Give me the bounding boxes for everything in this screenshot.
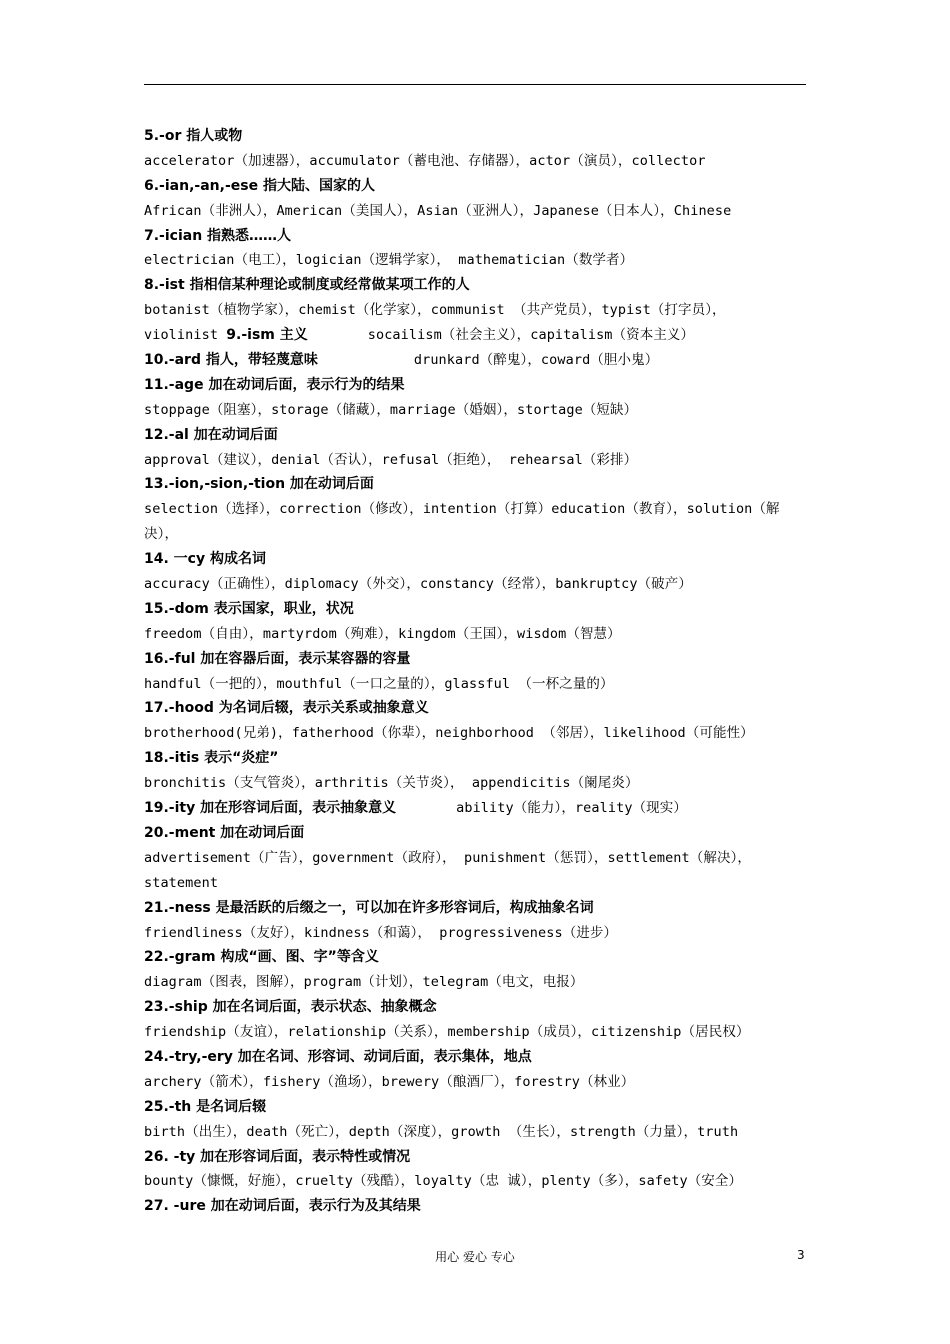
page-number: 3 (797, 1248, 805, 1262)
examples-gram: diagram（图表，图解），program（计划），telegram（电文，电报） (144, 974, 584, 991)
document-body (144, 124, 812, 1219)
heading-dom: 15.-dom 表示国家，职业，状况 (144, 600, 354, 617)
line-ard (144, 348, 812, 373)
examples-ion: selection（选择），correction（修改），intention（打算）education（教育），solution（解 (144, 501, 780, 518)
examples-ment: advertisement（广告），government（政府）， punishment（惩罚），settlement（解决）， (144, 849, 752, 866)
examples-hood: brotherhood(兄弟)，fatherhood（你辈），neighborhood （邻居），likelihood（可能性） (144, 725, 754, 742)
examples-al: approval（建议），denial（否认），refusal（拒绝）， rehearsal（彩排） (144, 451, 638, 468)
examples-ness: friendliness（友好），kindness（和蔼）， progressiveness（进步） (144, 924, 618, 941)
heading-ian: 6.-ian,-an,-ese 指大陆、国家的人 (144, 177, 375, 194)
examples-th: birth（出生），death（死亡），depth（深度），growth （生长），strength（力量），truth (144, 1123, 739, 1140)
examples-dom: freedom（自由），martyrdom（殉难），kingdom（王国），wisdom（智慧） (144, 625, 621, 642)
heading-or: 5.-or 指人或物 (144, 128, 243, 144)
heading-cy: 14. 一cy 构成名词 (144, 551, 266, 568)
examples-or: accelerator（加速器），accumulator（蓄电池、存储器），actor（演员），collector (144, 152, 706, 169)
heading-ness: 21.-ness 是最活跃的后缀之一，可以加在许多形容词后，构成抽象名词 (144, 899, 594, 916)
examples-ician: electrician（电工），logician（逻辑学家）， mathematician（数学者） (144, 252, 634, 269)
examples-ship: friendship（友谊），relationship（关系），membership（成员），citizenship（居民权） (144, 1024, 750, 1041)
examples-ism: socailism（社会主义），capitalism（资本主义） (367, 327, 695, 344)
examples-ion-cont: 决）， (144, 526, 179, 543)
heading-ship: 23.-ship 加在名词后面，表示状态、抽象概念 (144, 999, 437, 1016)
heading-ion: 13.-ion,-sion,-tion 加在动词后面 (144, 476, 374, 493)
examples-ful: handful（一把的），mouthful（一口之量的），glassful （一杯之量的） (144, 675, 614, 692)
examples-try: archery（箭术），fishery（渔场），brewery（酿酒厂），forestry（林业） (144, 1073, 635, 1090)
heading-ician: 7.-ician 指熟悉……人 (144, 227, 292, 244)
heading-al: 12.-al 加在动词后面 (144, 426, 278, 443)
heading-ty: 26. -ty 加在形容词后面，表示特性或情况 (144, 1148, 411, 1165)
line-ism (144, 323, 812, 348)
heading-ist: 8.-ist 指相信某种理论或制度或经常做某项工作的人 (144, 277, 470, 294)
heading-ard: 10.-ard 指人，带轻蔑意味 (144, 352, 318, 369)
examples-cy: accuracy（正确性），diplomacy（外交），constancy（经常），bankruptcy（破产） (144, 576, 692, 593)
heading-hood: 17.-hood 为名词后辍，表示关系或抽象意义 (144, 700, 429, 717)
heading-ity: 19.-ity 加在形容词后面，表示抽象意义 (144, 800, 397, 817)
heading-th: 25.-th 是名词后辍 (144, 1098, 267, 1115)
heading-age: 11.-age 加在动词后面，表示行为的结果 (144, 376, 405, 393)
heading-ful: 16.-ful 加在容器后面，表示某容器的容量 (144, 650, 411, 667)
heading-itis: 18.-itis 表示“炎症” (144, 750, 279, 767)
examples-itis: bronchitis（支气管炎），arthritis（关节炎）， appendicitis（阑尾炎） (144, 775, 639, 792)
header-rule (144, 84, 806, 85)
examples-ian: African（非洲人），American（美国人），Asian（亚洲人），Japanese（日本人），Chinese (144, 202, 732, 219)
heading-ism: 9.-ism 主义 (226, 327, 308, 344)
examples-ment-cont: statement (144, 874, 219, 891)
heading-ure: 27. -ure 加在动词后面，表示行为及其结果 (144, 1198, 421, 1215)
heading-ment: 20.-ment 加在动词后面 (144, 824, 305, 841)
examples-ard: drunkard（醉鬼），coward（胆小鬼） (413, 352, 659, 369)
examples-ity: ability（能力），reality（现实） (456, 800, 687, 817)
examples-age: stoppage（阻塞），storage（储藏），marriage（婚姻），stortage（短缺） (144, 401, 638, 418)
examples-ist-cont: violinist (144, 327, 227, 344)
line-ity (144, 796, 812, 821)
examples-ist: botanist（植物学家），chemist（化学家），communist （共产党员），typist（打字员）， (144, 302, 726, 319)
page-footer: 用心 爱心 专心 (435, 1250, 515, 1264)
examples-ty: bounty（慷慨，好施），cruelty（残酷），loyalty（忠 诚），plenty（多），safety（安全） (144, 1173, 743, 1190)
heading-gram: 22.-gram 构成“画、图、字”等含义 (144, 949, 379, 966)
heading-try: 24.-try,-ery 加在名词、形容词、动词后面，表示集体，地点 (144, 1048, 532, 1065)
